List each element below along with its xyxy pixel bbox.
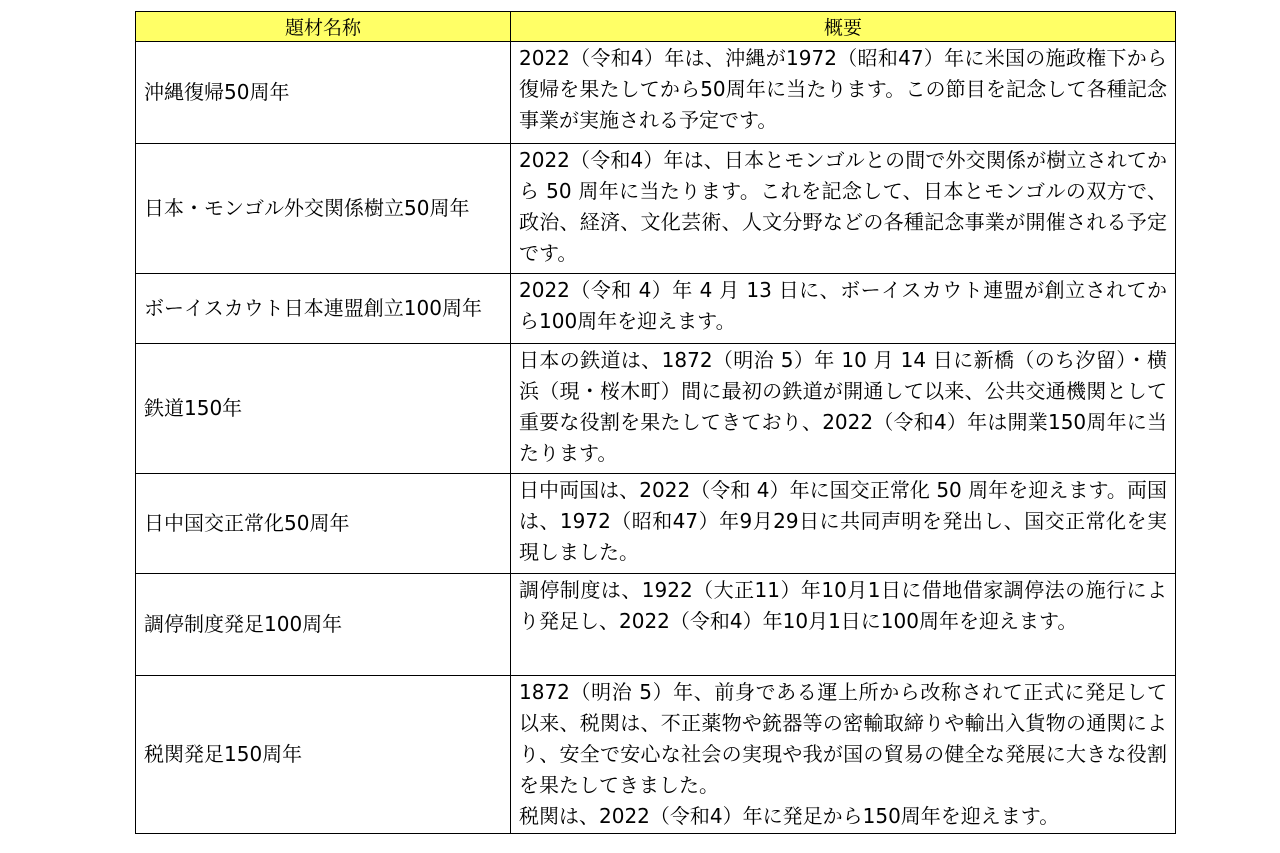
topic-name-cell: 日中国交正常化50周年 [136,474,511,574]
summary-cell [511,344,1176,474]
table-row [136,42,1176,144]
topic-name-cell: 税関発足150周年 [136,676,511,834]
anniversary-table [135,11,1176,834]
topic-name-cell: 調停制度発足100周年 [136,574,511,676]
table-row [136,574,1176,676]
summary-text: 日中両国は、2022（令和 4）年に国交正常化 50 周年を迎えます。両国は、1972（昭和47）年9月29日に共同声明を発出し、国交正常化を実現しました。 [519,478,1167,564]
summary-cell [511,474,1176,574]
header-summary: 概要 [511,12,1176,42]
summary-text: 日本の鉄道は、1872（明治 5）年 10 月 14 日に新橋（のち汐留）・横浜（現・桜木町）間に最初の鉄道が開通して以来、公共交通機関として重要な役割を果たしてきており、2022（令和4）年は開業150周年に当たります。 [519,348,1167,465]
table-row [136,474,1176,574]
table-row [136,344,1176,474]
table-row [136,274,1176,344]
topic-name-cell: ボーイスカウト日本連盟創立100周年 [136,274,511,344]
header-topic-name: 題材名称 [136,12,511,42]
topic-name-cell: 沖縄復帰50周年 [136,42,511,144]
table-row [136,676,1176,834]
topic-name-cell: 鉄道150年 [136,344,511,474]
summary-cell [511,574,1176,676]
summary-cell [511,144,1176,274]
summary-cell [511,676,1176,834]
summary-text: 2022（令和 4）年 4 月 13 日に、ボーイスカウト連盟が創立されてから100周年を迎えます。 [519,278,1167,333]
summary-text: 調停制度は、1922（大正11）年10月1日に借地借家調停法の施行により発足し、2022（令和4）年10月1日に100周年を迎えます。 [519,578,1167,633]
summary-text: 2022（令和4）年は、日本とモンゴルとの間で外交関係が樹立されてから 50 周年に当たります。これを記念して、日本とモンゴルの双方で、政治、経済、文化芸術、人文分野などの各種記念事業が開催される予定です。 [519,148,1167,265]
summary-cell [511,42,1176,144]
topic-name-cell: 日本・モンゴル外交関係樹立50周年 [136,144,511,274]
summary-text: 1872（明治 5）年、前身である運上所から改称されて正式に発足して以来、税関は、不正薬物や銃器等の密輸取締りや輸出入貨物の通関により、安全で安心な社会の実現や我が国の貿易の健全な発展に大きな役割を果たしてきました。 [519,680,1167,797]
table-row [136,144,1176,274]
summary-text: 税関は、2022（令和4）年に発足から150周年を迎えます。 [519,804,1060,828]
summary-text: 2022（令和4）年は、沖縄が1972（昭和47）年に米国の施政権下から復帰を果たしてから50周年に当たります。この節目を記念して各種記念事業が実施される予定です。 [519,46,1167,132]
summary-cell [511,274,1176,344]
header-row [136,12,1176,42]
